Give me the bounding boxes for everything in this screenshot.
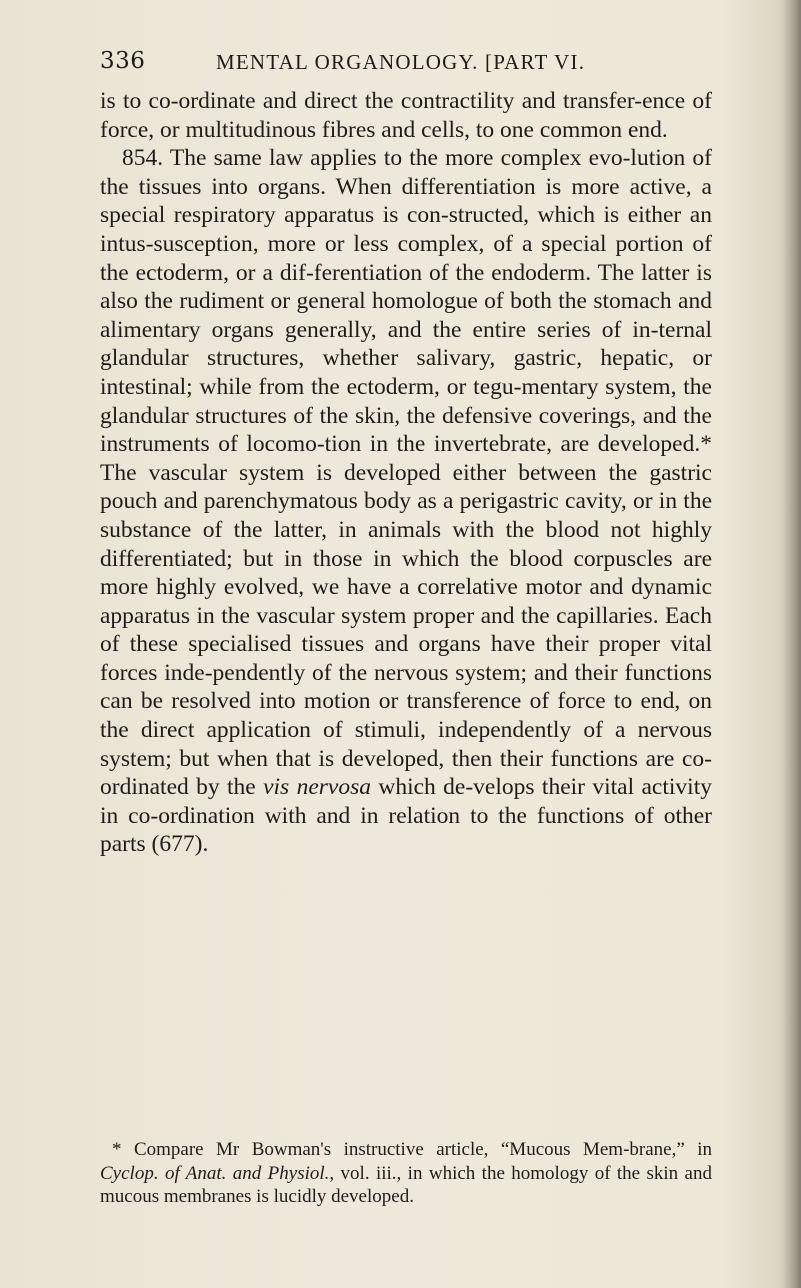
continuation-paragraph: is to co-ordinate and direct the contractility and transfer-ence of force, or multitudinous fibres and cells, to one common end. — [100, 88, 712, 143]
running-title: MENTAL ORGANOLOGY. — [216, 50, 479, 74]
footnote — [100, 1138, 712, 1209]
italic-term: vis nervosa — [263, 774, 371, 801]
paragraph-text-part-1: The same law applies to the more complex evo-lution of the tissues into organs. When differentiation is more active, a special respiratory apparatus is con-structed, which is either an intus-susception, more or less complex, of a special portion of the ectoderm, or a dif-ferentiation of the endoderm. The latter is also the rudiment or general homologue of both the stomach and alimentary organs generally, and the entire series of in-ternal glandular structures, whether salivary, gastric, hepatic, or intestinal; while from the ectoderm, or tegu-mentary system, the glandular structures of the skin, the defensive coverings, and the instruments of locomo-tion in the invertebrate, are developed.* — [100, 145, 712, 458]
part-label: [PART VI. — [485, 50, 586, 74]
paragraph-text-part-3: which de-velops their vital activity in co-ordination with and in relation to the functions of other parts (677). — [100, 774, 712, 858]
paragraph-number: 854. — [122, 145, 164, 172]
page-number: 336 — [100, 48, 146, 74]
body-text — [100, 87, 712, 859]
paragraph-854 — [100, 144, 712, 859]
footnote-text-part-2: , vol. iii., in which the homology of the skin and mucous membranes is lucidly developed. — [100, 1162, 712, 1207]
page-edge-shadow — [783, 0, 801, 1288]
footnote-italic-source: Cyclop. of Anat. and Physiol. — [100, 1162, 330, 1184]
paragraph-text-part-2: The vascular system is developed either between the gastric pouch and parenchymatous body as a perigastric cavity, or in the substance of the latter, in animals with the blood not highly differentiated; but in those in which the blood corpuscles are more highly evolved, we have a correlative motor and dynamic apparatus in the vascular system proper and the capillaries. Each of these specialised tissues and organs have their proper vital forces inde-pendently of the nervous system; and their functions can be resolved into motion or transference of force to end, on the direct application of stimuli, independently of a nervous system; but when that is developed, then their functions are co-ordinated by the — [100, 459, 712, 801]
page-header — [100, 48, 700, 84]
footnote-text-part-1: * Compare Mr Bowman's instructive article, “Mucous Mem-brane,” in — [112, 1139, 712, 1160]
